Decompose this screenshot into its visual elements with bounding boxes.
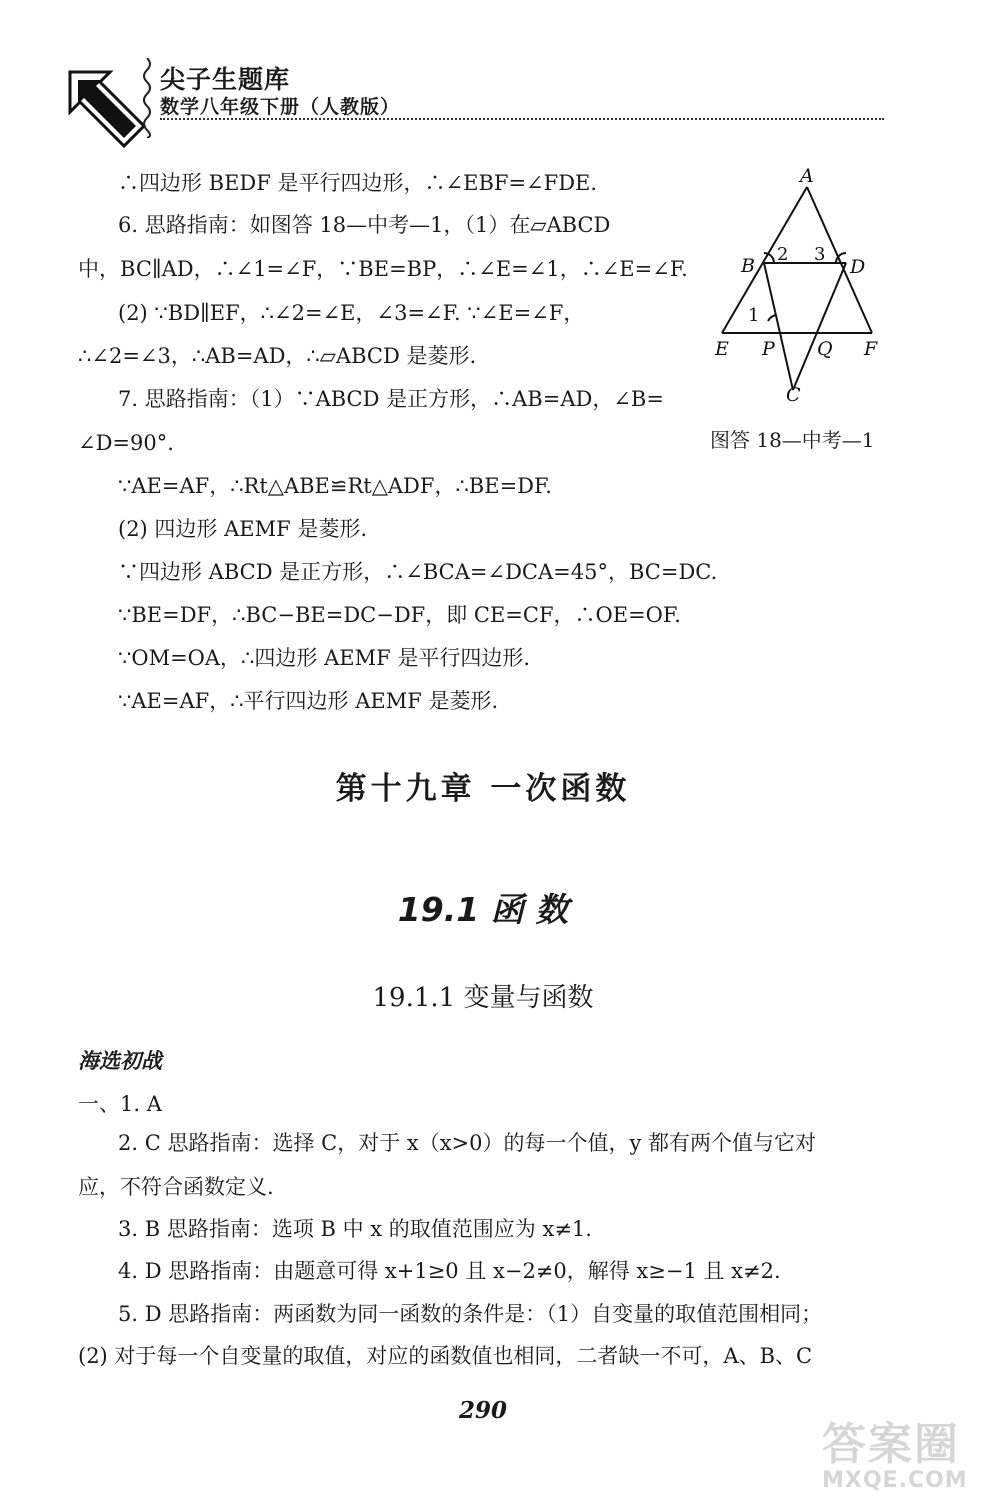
text-line: ∵AE=AF，∴平行四边形 AEMF 是菱形.: [118, 689, 499, 713]
label-C: C: [786, 384, 801, 406]
exercise-heading: 海选初战: [78, 1049, 162, 1073]
watermark-url: MXQE.COM: [822, 1468, 968, 1493]
line-DC: [793, 263, 846, 390]
geometry-figure: [700, 165, 900, 410]
watermark: [822, 1408, 968, 1493]
header-dotted-rule: [160, 118, 884, 120]
text-line: ∵AE=AF，∴Rt△ABE≌Rt△ADF，∴BE=DF.: [118, 474, 552, 498]
label-E: E: [715, 338, 729, 360]
arrow-logo-icon: [66, 68, 148, 150]
text-line: ∵BE=DF，∴BC−BE=DC−DF，即 CE=CF，∴OE=OF.: [118, 603, 681, 627]
text-line: ∴四边形 BEDF 是平行四边形，∴∠EBF=∠FDE.: [118, 171, 598, 195]
book-title: 尖子生题库: [160, 65, 291, 94]
line-BC: [764, 263, 793, 390]
text-line: (2) 四边形 AEMF 是菱形.: [118, 517, 368, 541]
label-Q: Q: [817, 338, 833, 360]
label-angle-2: 2: [777, 244, 789, 265]
line-AE: [722, 187, 807, 333]
text-line: ∵四边形 ABCD 是正方形，∴∠BCA=∠DCA=45°，BC=DC.: [118, 560, 718, 584]
text-line: ∠D=90°.: [78, 431, 174, 455]
answer-line: (2) 对于每一个自变量的取值，对应的函数值也相同，二者缺一不可，A、B、C: [78, 1344, 813, 1368]
answer-line: 应，不符合函数定义.: [78, 1175, 274, 1199]
text-line: (2) ∵BD∥EF，∴∠2=∠E，∠3=∠F. ∵∠E=∠F，: [118, 301, 585, 325]
answer-line: 2. C 思路指南：选择 C，对于 x（x>0）的每一个值，y 都有两个值与它对: [118, 1131, 817, 1155]
text-line: 7. 思路指南：（1）∵ABCD 是正方形，∴AB=AD，∠B=: [118, 387, 664, 411]
answer-line: 一、1. A: [78, 1092, 162, 1116]
header-divider-wave: [141, 58, 153, 138]
answer-line: 4. D 思路指南：由题意可得 x+1≥0 且 x−2≠0，解得 x≥−1 且 x≠2.: [118, 1259, 781, 1283]
label-angle-1: 1: [748, 305, 760, 326]
text-line: 中，BC∥AD，∴∠1=∠F，∵BE=BP，∴∠E=∠1，∴∠E=∠F.: [78, 257, 688, 281]
label-angle-3: 3: [814, 244, 826, 265]
figure-caption: 图答 18—中考—1: [710, 428, 875, 452]
text-line: ∴∠2=∠3，∴AB=AD，∴▱ABCD 是菱形.: [78, 344, 477, 368]
label-F: F: [864, 338, 878, 360]
answer-line: 3. B 思路指南：选项 B 中 x 的取值范围应为 x≠1.: [118, 1217, 592, 1241]
page-number: 290: [458, 1397, 507, 1424]
text-line: 6. 思路指南：如图答 18—中考—1，（1）在▱ABCD: [118, 213, 611, 237]
label-P: P: [762, 338, 775, 360]
label-B: B: [741, 255, 755, 277]
subsection-title: 19.1.1 变量与函数: [372, 983, 594, 1013]
chapter-title: 第十九章 一次函数: [335, 771, 631, 807]
label-D: D: [850, 256, 866, 278]
angle-1-arc: [768, 315, 776, 321]
book-subtitle: 数学八年级下册（人教版）: [160, 96, 401, 118]
text-line: ∵OM=OA，∴四边形 AEMF 是平行四边形.: [118, 646, 531, 670]
watermark-logo-text: 答案圈: [822, 1419, 960, 1470]
section-title: 19.1 函 数: [397, 890, 569, 929]
answer-line: 5. D 思路指南：两函数为同一函数的条件是：（1）自变量的取值范围相同；: [118, 1302, 823, 1326]
label-A: A: [800, 165, 814, 187]
